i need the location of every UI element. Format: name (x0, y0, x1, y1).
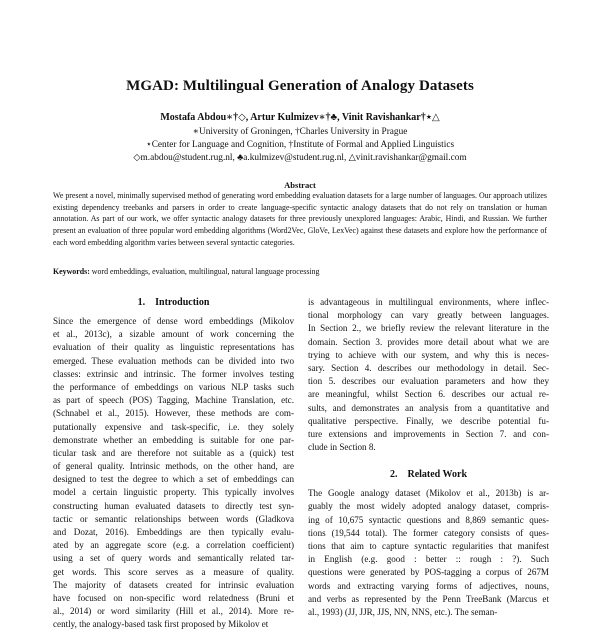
paragraph-line: The Google analogy dataset (Mikolov et al., 2013b) is ar- (308, 488, 549, 499)
section-number: 2. (389, 469, 398, 481)
paragraph-line: (Schnabel et al., 2015). However, these methods are com- (53, 408, 294, 419)
section-heading-related-work (308, 468, 549, 482)
paragraph-line: al., 1993) (JJ, JJR, JJS, NN, NNS, etc.). The seman- (308, 606, 498, 617)
paragraph-line: designed to test the degree to which a set of embeddings can (53, 474, 294, 485)
paragraph-line: Since the emergence of dense word embeddings (Mikolov (53, 316, 294, 326)
paragraph-line: in English (e.g. good : better :: rough : ?). Such (308, 554, 549, 565)
paragraph-line: tions (19,544 total). The former category consists of ques- (308, 527, 549, 538)
right-column (308, 296, 549, 619)
paragraph-line: get words. This score serves as a measure of quality. (53, 566, 294, 577)
paragraph-line: clude in Section 8. (308, 442, 376, 453)
paragraph-line: sults, and demonstrates an analysis from a quantitative and (308, 402, 549, 413)
paragraph-line: domain. Section 3. provides more detail about what we are (308, 336, 549, 347)
paragraph-line: qualitative perspective. Finally, we describe potential fu- (308, 415, 549, 426)
paragraph-line: the performance of embeddings on various NLP tasks such (53, 381, 294, 392)
abstract-heading: Abstract (284, 180, 316, 190)
abstract-text: We present a novel, minimally supervised method of generating word embedding evaluation datasets for a large number of languages. Our approach utilizes existing dependency treebanks and parsers in order to create language-specific syntactic analogy datasets that do not rely on translation or human annotation. As part of our work, we offer syntactic analogy datasets for three previously unexplored languages: Arabic, Hindi, and Russian. We further present an evaluation of three popular word embedding algorithms (Word2Vec, GloVe, LexVec) against these datasets and explore how the performance of each word embedding algorithm varies between several syntactic categories. (53, 191, 547, 247)
paragraph-line: et al., 2013c), a sizable amount of work concerning the (53, 329, 294, 340)
section-title: Related Work (407, 469, 468, 481)
section-title: Introduction (155, 297, 210, 308)
keywords (53, 267, 547, 276)
paragraph-line: ticular task and are therefore not suitable as a (quick) test (53, 447, 294, 458)
paragraph-line: tactic or semantic relationships between words (Gladkova (53, 513, 294, 524)
paragraph-line: ture extensions and improvements in Section 7. and con- (308, 428, 549, 439)
affiliation-emails: ◇m.abdou@student.rug.nl, ♣a.kulmizev@student.rug.nl, △vinit.ravishankar@gmail.com (133, 153, 467, 163)
paper-title: MGAD: Multilingual Generation of Analogy Datasets (126, 78, 474, 94)
paragraph-line: demonstrate whether an embedding is suitable for one par- (53, 434, 294, 445)
paragraph-line: trying to achieve with our system, and why this is neces- (308, 349, 549, 360)
paragraph-line: tion 5. describes our evaluation parameters and how they (308, 376, 549, 387)
paragraph-line: putationally expensive and task-specific, i.e. they solely (53, 421, 294, 432)
paragraph-line: of general quality. Intrinsic methods, on the other hand, are (53, 461, 294, 472)
paragraph-line: tional morphology can vary greatly between languages. (308, 310, 549, 321)
paragraph-line: ing of 10,675 syntactic questions and 8,869 semantic ques- (308, 514, 549, 525)
paragraph-line: model a certain linguistic property. This typically involves (53, 487, 294, 498)
section-number: 1. (137, 297, 146, 308)
paragraph-line: tions that aim to capture syntactic regularities that manifest (308, 541, 549, 551)
paragraph-line: words and extracting varying forms of adjectives, nouns, (308, 580, 549, 591)
paragraph-line: The majority of datasets created for intrinsic evaluation (53, 579, 294, 590)
paragraph-line: cently, the analogy-based task first proposed by Mikolov et (53, 619, 269, 630)
paragraph-line: using a set of query words and semantically related tar- (53, 553, 294, 564)
paragraph-line: is advantageous in multilingual environments, where inflec- (308, 297, 549, 307)
paragraph-line: and verbs as represented by the Penn TreeBank (Marcus et (308, 593, 549, 604)
paragraph-line: classes: extrinsic and intrinsic. The former involves testing (53, 368, 294, 379)
paragraph-line: questions were generated by POS-tagging a corpus of 267M (308, 567, 549, 578)
introduction-body (53, 315, 294, 632)
paragraph-line: constructing human evaluated datasets to directly test syn- (53, 500, 294, 511)
paragraph-line: emerged. These evaluation methods can be divided into two (53, 355, 294, 366)
paragraph-line: have focused on non-specific word relatedness (Bruni et (53, 592, 294, 603)
author-list: Mostafa Abdou∗†◇, Artur Kulmizev∗†♣, Vinit Ravishankar†⋆△ (160, 112, 440, 123)
affiliation-line-1: ∗University of Groningen, †Charles University in Prague (192, 127, 408, 137)
paragraph-line: evaluation of their quality as linguistic representations has (53, 342, 294, 353)
related-work-body (308, 487, 549, 619)
introduction-continued (308, 296, 549, 454)
affiliation-line-2: ⋆Center for Language and Cognition, †Institute of Formal and Applied Linguistics (145, 140, 455, 150)
keywords-label: Keywords: (53, 267, 90, 276)
left-column (53, 296, 294, 632)
paragraph-line: guably the most widely adopted analogy dataset, compris- (308, 501, 549, 512)
paragraph-line: sary. Section 4. describes our methodology in detail. Sec- (308, 362, 549, 373)
keywords-text: word embeddings, evaluation, multilingual, natural language processing (89, 267, 320, 276)
paragraph-line: are meaningful, whilst Section 6. describes our actual re- (308, 389, 549, 400)
paragraph-line: ated by an aggregate score (e.g. a correlation coefficient) (53, 540, 294, 551)
paragraph-line: al., 2014) or word similarity (Hill et al., 2014). More re- (53, 606, 294, 617)
paragraph-line: and Dozat, 2016). Embeddings are then typically evalu- (53, 527, 294, 537)
paragraph-line: as part of speech (POS) Tagging, Machine Translation, etc. (53, 395, 294, 406)
paragraph-line: In Section 2., we briefly review the relevant literature in the (308, 323, 549, 334)
section-heading-introduction (53, 296, 294, 310)
